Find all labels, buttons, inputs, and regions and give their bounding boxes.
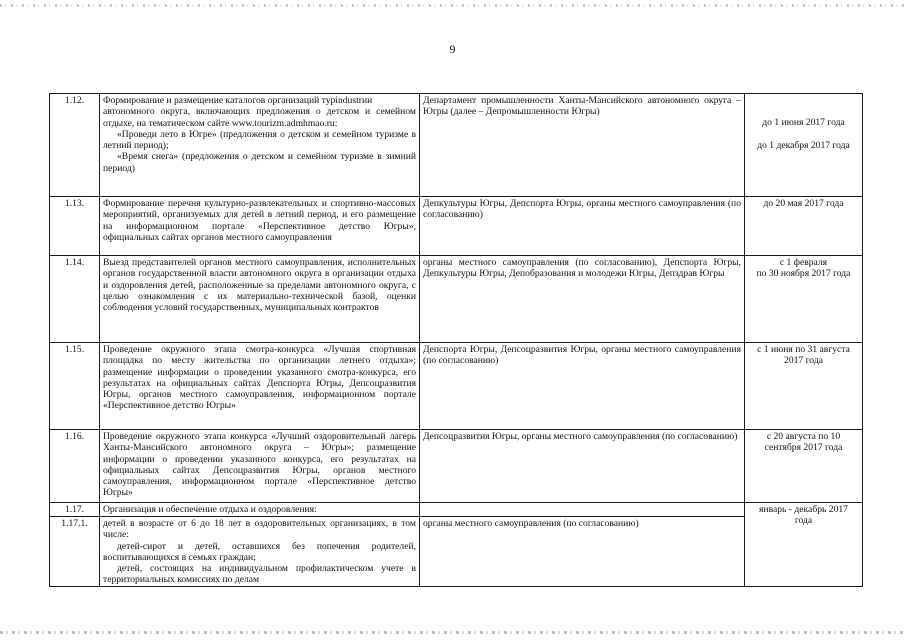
responsible-party: органы местного самоуправления (по согласованию), Депспорта Югры, Депкультуры Югры, Депобразования и молодежи Югры, Депздрав Югры [420, 256, 745, 343]
table-row [50, 343, 863, 430]
table-row [50, 94, 863, 197]
activity-description: Организация и обеспечение отдыха и оздоровления: [100, 503, 420, 517]
activity-description: Формирование и размещение каталогов организаций турindustrии автономного округа, включающих предложения о детском и семейном отдыхе, на тематическом сайте www.tourizm.admhmao.ru: «Проведи лето в Югре» (предложения о детском и семейном туризме в летний период); «Время снега» (предложения о детском и семейном туризме в зимний период) [100, 94, 420, 197]
responsible-party: Депкультуры Югры, Депспорта Югры, органы местного самоуправления (по согласованию) [420, 197, 745, 256]
plan-table [49, 93, 863, 587]
table-row [50, 430, 863, 503]
responsible-party: Департамент промышленности Ханты-Мансийского автономного округа – Югры (далее – Депромышленности Югры) [420, 94, 745, 197]
row-number: 1.12. [50, 94, 100, 197]
row-number: 1.15. [50, 343, 100, 430]
activity-description: Формирование перечня культурно-развлекательных и спортивно-массовых мероприятий, организуемых для детей в летний период, и его размещение на информационном портале «Перспективное детство Югры», официальных сайтах органов местного самоуправления [100, 197, 420, 256]
responsible-party: Депспорта Югры, Депсоцразвития Югры, органы местного самоуправления (по согласованию) [420, 343, 745, 430]
table-row [50, 197, 863, 256]
row-number: 1.17.1. [50, 517, 100, 587]
deadline: с 20 августа по 10 сентября 2017 года [745, 430, 863, 503]
table-row [50, 503, 863, 517]
deadline: до 1 июня 2017 года до 1 декабря 2017 года [745, 94, 863, 197]
responsible-party: органы местного самоуправления (по согласованию) [420, 517, 745, 587]
responsible-party [420, 503, 745, 517]
deadline: до 20 мая 2017 года [745, 197, 863, 256]
page-number: 9 [449, 42, 456, 56]
row-number: 1.17. [50, 503, 100, 517]
responsible-party: Депсоцразвития Югры, органы местного самоуправления (по согласованию) [420, 430, 745, 503]
row-number: 1.16. [50, 430, 100, 503]
activity-description: Проведение окружного этапа конкурса «Лучший оздоровительный лагерь Ханты-Мансийского автономного округа – Югры»; размещение информации о проведении указанного конкурса, его результатах на официальных сайтах Депсоцразвития Югры, органов местного самоуправления, информационном портале «Перспективное детство Югры» [100, 430, 420, 503]
scan-edge-bottom [0, 631, 905, 634]
activity-description: Выезд представителей органов местного самоуправления, исполнительных органов государственной власти автономного округа в организации отдыха и оздоровления детей, расположенные за пределами автономного округа, с целью ознакомления с их материально-технической базой, оценки соблюдения условий государственных, муниципальных контрактов [100, 256, 420, 343]
scan-edge-top [0, 4, 905, 7]
row-number: 1.14. [50, 256, 100, 343]
activity-description: Проведение окружного этапа смотра-конкурса «Лучшая спортивная площадка по месту жительства по организации летнего отдыха»; размещение информации о проведении указанного смотра-конкурса, его результатах на официальных сайтах Депспорта Югры, Депсоцразвития Югры, органов местного самоуправления, информационном портале «Перспективное детство Югры» [100, 343, 420, 430]
deadline: с 1 февраля по 30 ноября 2017 года [745, 256, 863, 343]
activity-description: детей в возрасте от 6 до 18 лет в оздоровительных организациях, в том числе: детей-сирот и детей, оставшихся без попечения родителей, воспитывающихся в семьях граждан; детей, состоящих на индивидуальном профилактическом учете в территориальных комиссиях по делам [100, 517, 420, 587]
deadline: с 1 июня по 31 августа 2017 года [745, 343, 863, 430]
table-row [50, 256, 863, 343]
deadline: январь - декабрь 2017 года [745, 503, 863, 587]
table-row [50, 517, 863, 587]
row-number: 1.13. [50, 197, 100, 256]
